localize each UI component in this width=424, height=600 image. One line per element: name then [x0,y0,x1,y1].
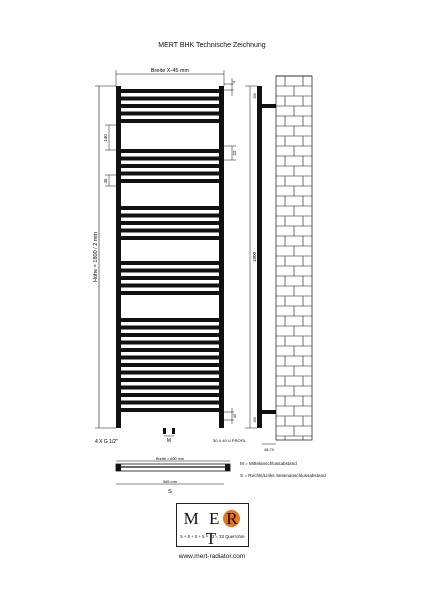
crossbar [116,371,224,375]
crossbar [116,276,224,280]
crossbar [116,261,224,265]
logo-wordmark: M E RT [177,509,248,549]
crossbar [116,179,224,183]
valve-right [172,428,175,434]
crossbar [116,386,224,390]
left-column [116,86,121,428]
legend-m: M = Mittelanschlussabstand [240,461,297,466]
page-title: MERT BHK Technische Zeichnung [158,42,266,49]
crossbar [116,356,224,360]
crossbar [116,164,224,168]
crossbar [116,348,224,352]
crossbar [116,363,224,367]
crossbar [116,104,224,108]
crossbar [116,401,224,405]
crossbar [116,284,224,288]
depth-label: 48-70 [264,448,274,452]
dim-22-label: 22 [232,150,237,156]
crossbar [116,408,224,412]
valve-left [163,428,166,434]
profil-label: 30 X 40 U PROFIL [213,438,247,443]
breite-bottom-label: Breite = 600 mm [156,457,184,461]
crossbar [116,149,224,153]
anschluss-label: 4 X G 1/2" [95,439,118,445]
crossbar [116,229,224,233]
dim-m-label: M [166,438,172,444]
crossbar [116,318,224,322]
website-url: www.mert-radiator.com [178,553,246,560]
crossbar [116,119,224,123]
crossbar [116,112,224,116]
legend-s: S = Rechts/Links Seitenanschlussabstand [240,473,326,478]
logo-r-circle: R [223,510,240,527]
crossbar [116,341,224,345]
hoehe-label: Höhe = 1800 / 2 mm [93,232,99,282]
crossbar [116,221,224,225]
dim-1800-label: 1800 [252,251,257,263]
crossbar [116,206,224,210]
crossbars [116,89,224,412]
crossbar [116,214,224,218]
dim-45-label: 45 [103,178,108,184]
crossbar [116,326,224,330]
logo-subtitle: 5 + 5 + 5 + 5 + 13 = 33 Querrohre [180,534,245,539]
crossbar [116,393,224,397]
crossbar [116,236,224,240]
crossbar [116,291,224,295]
dim-565-label: 565 mm [163,480,177,484]
crossbar [116,172,224,176]
dim-150-top-label: 150 [253,93,257,99]
crossbar [116,378,224,382]
crossbar [116,157,224,161]
crossbar [116,89,224,93]
dim-s-label: S [168,489,172,495]
right-column [219,86,224,428]
crossbar [116,333,224,337]
mert-logo [176,503,249,547]
crossbar [116,97,224,101]
dim-4-label: 4 [231,80,236,83]
dim-150-bottom-label: 150 [253,417,257,423]
side-pipe [257,86,262,428]
breite-top-label: Breite X-45 mm [150,68,190,74]
brick-wall [276,76,312,440]
dim-140-label: 140 [103,134,108,142]
crossbar [116,269,224,273]
dim-45-right-label: 45 [232,413,237,419]
